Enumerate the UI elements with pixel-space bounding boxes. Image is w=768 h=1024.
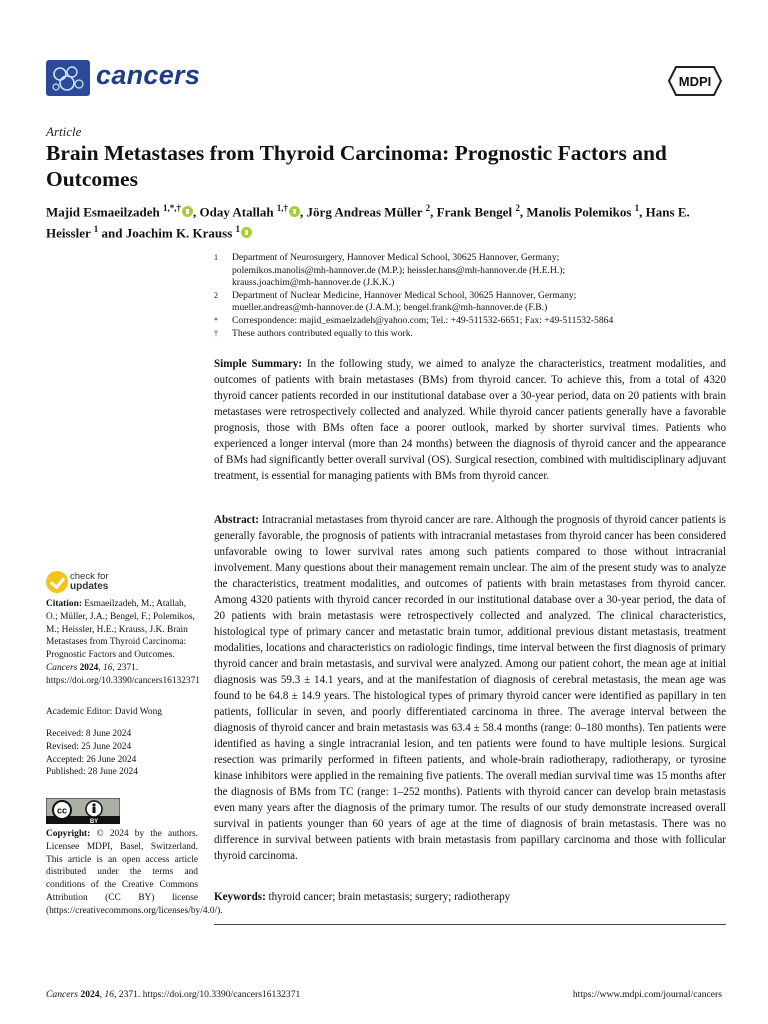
copyright-text: © 2024 by the authors. Licensee MDPI, Basel, Switzerland. This article is an open access article distributed under the terms and conditions of the Creative Commons Attribution (CC BY) license (https://creativecommons.org/licenses/by/4.0/). (46, 829, 223, 916)
publisher-label: MDPI (678, 74, 712, 89)
author-separator: , (639, 204, 646, 220)
svg-text:cc: cc (56, 805, 68, 816)
author-affiliation-mark: 1,† (276, 203, 289, 213)
keywords-label: Keywords: (214, 891, 266, 903)
affiliation-text (232, 252, 734, 290)
affiliation-item (214, 315, 734, 328)
footer-volume: 16 (104, 989, 114, 1000)
footer-citation[interactable]: Cancers 2024, 16, 2371. https://doi.org/10.3390/cancers16132371 (46, 989, 301, 1000)
simple-summary-text: In the following study, we aimed to analyze the characteristics, treatment modalities, and outcomes of patients with brain metastases (BMs) from thyroid cancer. To achieve this, from a total of 4320 thyroid cancer patients recorded in our institutional database over a 30-year period, data on 20 patients with brain metastases were retrospectively collected and analyzed. While thyroid cancer patients generally have a favorable prognosis, those with BMs often face a poorer outlook, marked by shorter survival times. Patients who experienced a longer interval (more than 24 months) between the diagnosis of thyroid cancer and the appearance of BMs had significantly better overall survival (OS). Surgical resection, combined with multidisciplinary adjuvant treatment, is essential for managing patients with BMs from thyroid cancer. (214, 358, 726, 482)
cc-by-license-icon[interactable] (46, 798, 120, 824)
author-list (46, 200, 736, 242)
author-affiliation-mark: 1,*,† (163, 203, 181, 213)
author-name: Hans E. Heissler (46, 204, 690, 241)
affiliation-text (232, 328, 734, 341)
affiliation-item (214, 252, 734, 290)
footer-journal-url[interactable]: https://www.mdpi.com/journal/cancers (572, 989, 722, 1000)
affiliation-mark: 1 (214, 253, 218, 262)
date-published: Published: 28 June 2024 (46, 767, 138, 778)
author-name: Frank Bengel (436, 204, 516, 220)
keywords (214, 889, 726, 905)
citation-year: 2024 (79, 662, 99, 673)
keywords-text: thyroid cancer; brain metastasis; surgery; radiotherapy (268, 891, 511, 903)
academic-editor: Academic Editor: David Wong (46, 707, 162, 717)
simple-summary-label: Simple Summary: (214, 358, 303, 370)
affiliation-mark: 2 (214, 290, 218, 300)
author-name: Majid Esmaeilzadeh (46, 204, 163, 220)
copyright-label: Copyright: (46, 829, 91, 839)
mdpi-logo-icon[interactable] (668, 66, 722, 96)
author-name: Jörg Andreas Müller (306, 204, 426, 220)
affiliation-item (214, 290, 734, 315)
citation-doi[interactable]: , 2371. https://doi.org/10.3390/cancers16132371 (46, 662, 200, 686)
cc-by-label: BY (89, 819, 99, 824)
author-name: Joachim K. Krauss (125, 225, 236, 241)
citation-label: Citation: (46, 599, 82, 609)
footer-doi[interactable]: , 2371. https://doi.org/10.3390/cancers16132371 (113, 989, 301, 1000)
affiliation-line: These authors contributed equally to this work. (232, 327, 413, 339)
author-separator: , (519, 204, 527, 220)
author-affiliation-mark: 1 (235, 223, 241, 234)
check-line-1: check for (70, 571, 109, 582)
abstract (214, 512, 726, 864)
affiliations (214, 252, 734, 340)
author-separator: , (193, 204, 200, 220)
author-affiliation-mark: 1 (634, 203, 640, 213)
citation: Citation: Esmaeilzadeh, M.; Atallah, O.; Müller, J.A.; Bengel, F.; Polemikos, M.; Heissler, H.E.; Krauss, J.K. Brain Metastases from Thyroid Carcinoma: Prognostic Factors and Outcomes. Cancers 2024, 16, 2371. https://doi.org/10.3390/cancers16132371 (46, 599, 200, 686)
check-line-2: updates (70, 581, 109, 592)
journal-logo-icon (46, 60, 90, 96)
date-revised: Revised: 25 June 2024 (46, 741, 132, 752)
affiliation-item (214, 328, 734, 341)
affiliation-line: krauss.joachim@mh-hannover.de (J.K.K.) (232, 277, 395, 289)
orcid-icon[interactable] (289, 206, 300, 217)
author-name: Oday Atallah (199, 204, 277, 220)
affiliation-text (232, 315, 734, 328)
dates (46, 728, 198, 779)
check-for-updates-link[interactable] (70, 572, 109, 592)
author-affiliation-mark: 1 (93, 223, 99, 234)
orcid-icon[interactable] (241, 227, 252, 238)
divider (214, 924, 726, 925)
check-for-updates-icon[interactable] (46, 571, 68, 593)
author-separator: and (98, 225, 126, 241)
abstract-label: Abstract: (214, 514, 259, 526)
article-title: Brain Metastases from Thyroid Carcinoma: Prognostic Factors and Outcomes (46, 141, 667, 191)
abstract-text: Intracranial metastases from thyroid cancer are rare. Although the prognosis of thyroid cancer patients is generally favorable, the prognosis of patients with intracranial metastases from thyroid cancer has been considered unfavorable owing to lower survival rates among such patients compared to those without intracranial involvement. Many questions about their management remain unclear. The aim of the present study was to analyze the characteristics, treatment modalities, and outcomes of patients with brain metastases from thyroid cancer. Among 4320 patients with thyroid cancer recorded in our institutional database over a 30-year period, the data of 20 patients with brain metastasis were retrospectively collected and analyzed. The clinical characteristics, histological type of primary cancer and metastatic brain tumor, additional previous distant metastasis, treatment modalities, locations and characteristics on radiologic findings, time interval between the first diagnosis of primary thyroid cancer and brain metastasis, and survival were analyzed. Among our patient cohort, the mean age at initial diagnosis was 59.3 ± 14.1 years, and at the manifestation of diagnosis of cerebral metastasis, the mean age was found to be 64.8 ± 14.9 years. The histological types of primary thyroid cancer were identified as papillary in ten patients, follicular in seven, and poorly differentiated carcinoma in three. The average interval between the diagnosis of thyroid cancer and brain metastasis was 63.4 ± 58.4 months (range: 0–180 months). Ten patients were identified as having a single intracranial lesion, and ten patients were found to have multiple lesions. Surgical resection was primarily performed in fifteen patients, and whole-brain radiotherapy, radiotherapy, or tyrosine kinase inhibitors were applied in the remaining five patients. The overall median survival time was 15 months after the diagnosis of BMs from TC (range: 1–252 months). Patients with thyroid cancer can develop brain metastasis even many years after the diagnosis of the primary tumor. The results of our study demonstrate increased overall survival in patients younger than 60 years of age at the time of diagnosis of brain metastasis. There was no difference in survival between patients with brain metastasis from papillary carcinoma and those with follicular thyroid carcinoma. (214, 514, 726, 862)
affiliation-line: Correspondence: majid_esmaelzadeh@yahoo.com; Tel.: +49-511532-6651; Fax: +49-511532-5864 (232, 314, 614, 326)
affiliation-line: Department of Nuclear Medicine, Hannover Medical School, 30625 Hannover, Germany; (232, 289, 577, 301)
author-affiliation-mark: 2 (515, 203, 520, 213)
affiliation-line: mueller.andreas@mh-hannover.de (J.A.M.); bengel.frank@mh-hannover.de (F.B.) (232, 302, 548, 314)
affiliation-mark: † (214, 328, 218, 338)
author-separator: , (300, 204, 307, 220)
citation-volume: 16 (103, 662, 113, 673)
date-accepted: Accepted: 26 June 2024 (46, 754, 137, 765)
citation-text: Esmaeilzadeh, M.; Atallah, O.; Müller, J.A.; Bengel, F.; Polemikos, M.; Heissler, H.E.; Krauss, J.K. Brain Metastases from Thyroid Carcinoma: Prognostic Factors and Outcomes. (46, 599, 195, 661)
footer-journal: Cancers (46, 989, 78, 1000)
author-name: Manolis Polemikos (526, 204, 635, 220)
affiliation-line: Department of Neurosurgery, Hannover Medical School, 30625 Hannover, Germany; (232, 252, 560, 263)
author-separator: , (430, 204, 437, 220)
date-received: Received: 8 June 2024 (46, 729, 132, 739)
affiliation-mark: * (214, 315, 218, 325)
journal-name[interactable]: cancers (96, 60, 201, 90)
article-type: Article (46, 124, 82, 139)
affiliation-line: polemikos.manolis@mh-hannover.de (M.P.); heissler.hans@mh-hannover.de (H.E.H.); (232, 264, 566, 276)
affiliation-text (232, 290, 734, 315)
author-affiliation-mark: 2 (425, 203, 431, 213)
copyright (46, 828, 223, 918)
orcid-icon[interactable] (182, 206, 193, 217)
simple-summary (214, 356, 726, 484)
footer-year: 2024 (80, 989, 100, 1000)
citation-journal: Cancers (46, 662, 78, 673)
